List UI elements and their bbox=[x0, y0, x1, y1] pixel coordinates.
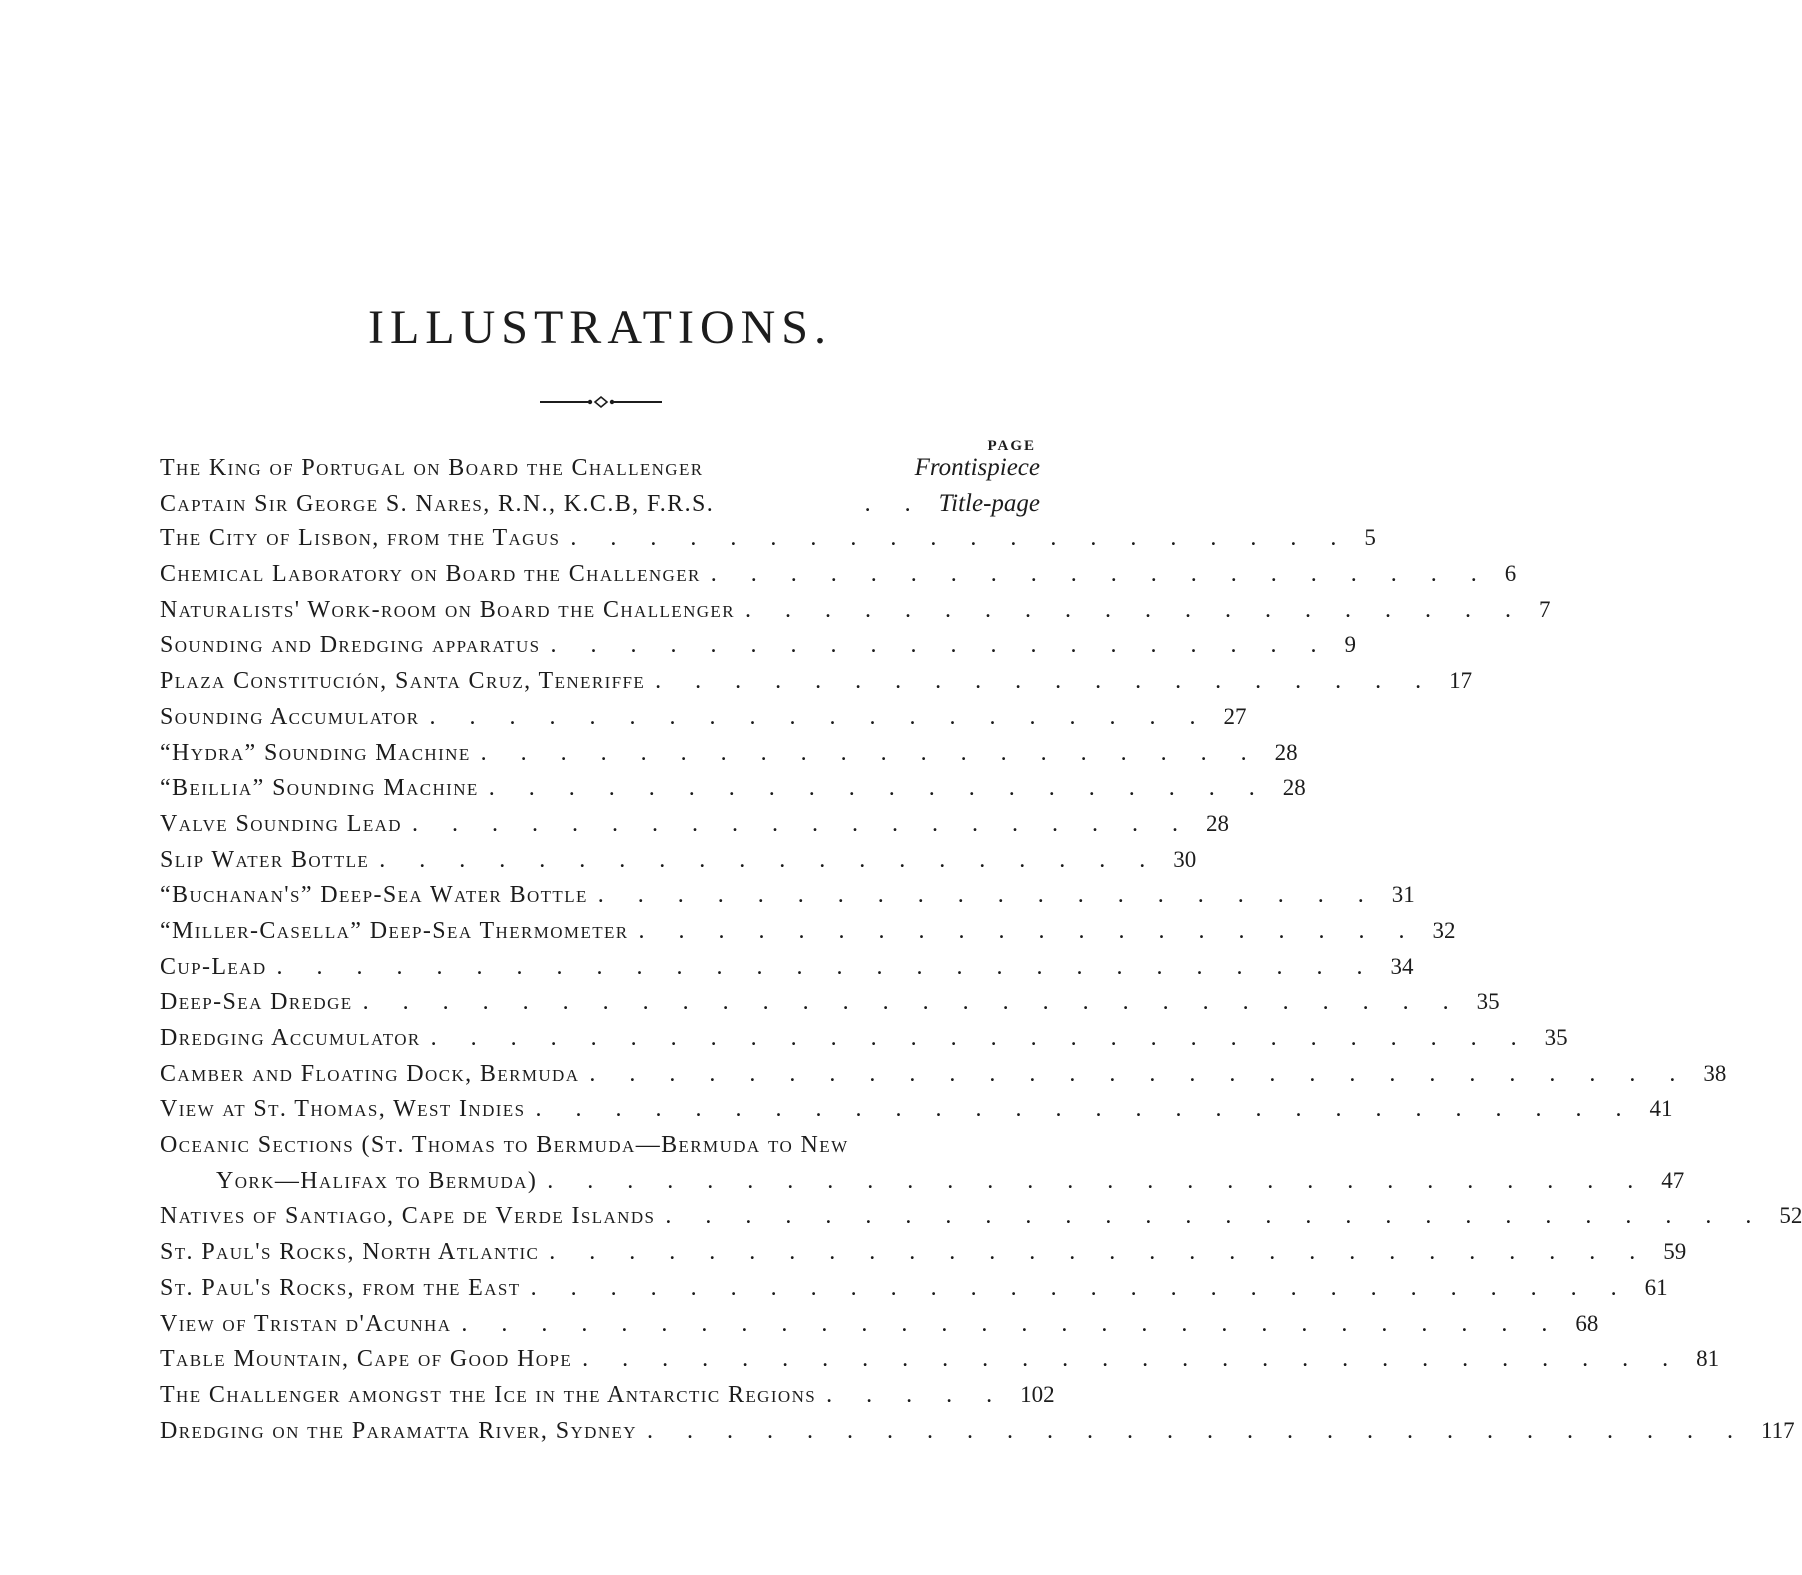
entry-title: Chemical Laboratory on Board the Challenger bbox=[160, 561, 701, 588]
leader-dots: . . . . . . . . . . . . . . . . . . . . . . . . . . . . bbox=[547, 1167, 1648, 1194]
list-item bbox=[160, 632, 1356, 668]
entry-page: 59 bbox=[1663, 1239, 1687, 1265]
entry-title: St. Paul's Rocks, from the East bbox=[160, 1274, 521, 1301]
entry-page: 61 bbox=[1644, 1274, 1668, 1300]
entry-page: 35 bbox=[1476, 989, 1500, 1015]
entry-page: 27 bbox=[1223, 703, 1247, 729]
entry-title: Captain Sir George S. Nares, R.N., K.C.B, F.R.S. bbox=[160, 490, 715, 517]
list-item bbox=[160, 703, 1247, 740]
entry-title: Slip Water Bottle bbox=[160, 846, 370, 873]
illustrations-list bbox=[160, 454, 1802, 1453]
leader-dots: . . . . . . . . . . . . . . . . . . . . . . . . . . . . bbox=[362, 989, 1463, 1016]
entry-page: 32 bbox=[1432, 917, 1456, 943]
entry-title: Naturalists' Work-room on Board the Challenger bbox=[160, 596, 735, 623]
list-item bbox=[160, 525, 1376, 561]
list-item bbox=[160, 1096, 1673, 1132]
leader-dots: . . . . . . . . . . . . . . . . . . . . bbox=[744, 596, 1525, 623]
entry-page: 7 bbox=[1538, 596, 1551, 622]
leader-dots: . . . . . . . . . . . . . . . . . . . . bbox=[597, 882, 1378, 909]
entry-page: 35 bbox=[1544, 1025, 1568, 1050]
leader-dots: . . . . . . . . . . . . . . . . . . . . bbox=[480, 739, 1261, 766]
list-item bbox=[160, 1381, 1055, 1418]
list-item bbox=[160, 596, 1551, 633]
leader-dots: . . . . . . . . . . . . . . . . . . . . . . . . . . . . bbox=[646, 1417, 1747, 1444]
leader-dots: . . . . . . . . . . . . . . . . . . . . bbox=[550, 632, 1331, 659]
entry-page: 28 bbox=[1205, 810, 1229, 836]
entry-title: “Miller-Casella” Deep-Sea Thermometer bbox=[160, 917, 629, 944]
list-item bbox=[160, 561, 1517, 597]
page-title: ILLUSTRATIONS. bbox=[368, 301, 832, 354]
entry-page: Frontispiece bbox=[914, 454, 1040, 481]
entry-title: Dredging Accumulator bbox=[160, 1025, 421, 1051]
entry-title: “Buchanan's” Deep-Sea Water Bottle bbox=[160, 882, 588, 909]
entry-title: The Challenger amongst the Ice in the Antarctic Regions bbox=[160, 1381, 817, 1408]
list-item bbox=[160, 953, 1414, 990]
entry-page: 102 bbox=[1020, 1381, 1055, 1407]
leader-dots: . . . . . . . . . . . . . . . . . . . . . . . . . . . . bbox=[535, 1096, 1636, 1123]
leader-dots: . . . . . . . . . . . . . . . . . . . . . . . . . . . . bbox=[461, 1310, 1562, 1337]
leader-dots: . . . . . . . . . . . . . . . . . . . . bbox=[429, 703, 1210, 730]
entry-title: Dredging on the Paramatta River, Sydney bbox=[160, 1417, 637, 1444]
leader-dots: . . . . . . . . . . . . . . . . . . . . bbox=[655, 668, 1436, 695]
list-item bbox=[160, 1239, 1687, 1275]
entry-title: Oceanic Sections (St. Thomas to Bermuda—Bermuda to New bbox=[160, 1132, 849, 1159]
list-item bbox=[160, 1310, 1599, 1347]
entry-title: Camber and Floating Dock, Bermuda bbox=[160, 1060, 580, 1087]
leader-dots: . . . . . . . . . . . . . . . . . . . . bbox=[710, 561, 1491, 588]
leader-dots: . . . . . . . . . . . . . . . . . . . . . . . . . . . . bbox=[582, 1346, 1683, 1373]
entry-title: View of Tristan d'Acunha bbox=[160, 1310, 452, 1337]
entry-page: 41 bbox=[1649, 1096, 1673, 1122]
entry-title: Plaza Constitución, Santa Cruz, Teneriffe bbox=[160, 668, 646, 695]
entry-page: 117 bbox=[1760, 1417, 1795, 1443]
leader-dots: . . . . . . . . . . . . . . . . . . . . . . . . . . . . bbox=[276, 953, 1377, 980]
entry-page: 5 bbox=[1364, 525, 1376, 551]
entry-page: 47 bbox=[1661, 1167, 1685, 1193]
entry-page: 68 bbox=[1575, 1310, 1599, 1336]
leader-dots: . . . . . . . . . . . . . . . . . . . . . . . . . . . . bbox=[589, 1060, 1690, 1087]
ornament-divider-icon bbox=[540, 395, 662, 409]
entry-title: View at St. Thomas, West Indies bbox=[160, 1096, 526, 1123]
leader-dots: . . . . . . . . . . . . . . . . . . . . bbox=[379, 846, 1160, 873]
leader-dots: . . . . . . . . . . . . . . . . . . . . . . . . . . . . bbox=[430, 1025, 1531, 1051]
list-item bbox=[160, 1417, 1795, 1454]
list-item bbox=[160, 846, 1197, 883]
leader-dots: . . . . . . . . . . . . . . . . . . . . bbox=[570, 525, 1351, 552]
entry-title: Sounding Accumulator bbox=[160, 703, 420, 730]
list-item bbox=[160, 810, 1229, 847]
leader-dots: . . . . . . . . . . . . . . . . . . . . . . . . . . . . bbox=[665, 1203, 1766, 1230]
entry-page: 81 bbox=[1696, 1346, 1720, 1372]
entry-title: Natives of Santiago, Cape de Verde Islands bbox=[160, 1203, 656, 1230]
leader-dots: . . . . . . . . . . . . . . . . . . . . bbox=[488, 775, 1269, 802]
entry-title: Table Mountain, Cape of Good Hope bbox=[160, 1346, 573, 1373]
leader-dots: . . . . . . . . . . . . . . . . . . . . bbox=[411, 810, 1192, 837]
entry-page: 28 bbox=[1282, 775, 1306, 801]
leader-dots: . . . . . . . . . . . . . . . . . . . . . . . . . . . . bbox=[549, 1239, 1650, 1266]
list-item bbox=[160, 1025, 1568, 1061]
entry-title: The King of Portugal on Board the Challenger bbox=[160, 455, 704, 481]
list-item bbox=[160, 1060, 1727, 1097]
list-item bbox=[160, 1132, 1040, 1168]
leader-dots: . . . . . . . . . . . . . . . . . . . . . . . . . . . . bbox=[530, 1274, 1631, 1301]
entry-title: Deep-Sea Dredge bbox=[160, 989, 353, 1016]
entry-page: 6 bbox=[1504, 561, 1517, 587]
list-item bbox=[160, 917, 1456, 954]
leader-dots: . . bbox=[864, 490, 925, 517]
entry-title: “Hydra” Sounding Machine bbox=[160, 739, 471, 766]
entry-title-continuation: York—Halifax to Bermuda) bbox=[216, 1167, 538, 1194]
list-item-continuation bbox=[160, 1167, 1685, 1204]
entry-title: “Beillia” Sounding Machine bbox=[160, 775, 479, 802]
list-item bbox=[160, 882, 1415, 918]
list-item bbox=[160, 989, 1500, 1025]
list-item bbox=[160, 668, 1473, 704]
page-column-header: PAGE bbox=[987, 438, 1036, 454]
list-item bbox=[160, 454, 1040, 490]
list-item bbox=[160, 739, 1298, 776]
entry-page: 52 bbox=[1779, 1203, 1802, 1229]
entry-page: 9 bbox=[1344, 632, 1356, 658]
entry-page: 28 bbox=[1274, 739, 1298, 765]
list-item bbox=[160, 490, 1040, 526]
entry-page: Title-page bbox=[938, 489, 1040, 517]
entry-title: St. Paul's Rocks, North Atlantic bbox=[160, 1239, 540, 1266]
list-item bbox=[160, 1346, 1720, 1382]
list-item bbox=[160, 775, 1306, 811]
entry-page: 34 bbox=[1390, 953, 1414, 979]
entry-page: 31 bbox=[1391, 882, 1415, 908]
entry-title: The City of Lisbon, from the Tagus bbox=[160, 525, 561, 552]
list-item bbox=[160, 1274, 1668, 1311]
entry-title: Sounding and Dredging apparatus bbox=[160, 632, 541, 659]
entry-page: 17 bbox=[1449, 668, 1473, 694]
entry-page: 30 bbox=[1173, 846, 1197, 872]
list-item bbox=[160, 1203, 1802, 1239]
entry-title: Valve Sounding Lead bbox=[160, 810, 402, 837]
leader-dots: . . . . . . . . . . . . . . . . . . . . bbox=[638, 917, 1419, 944]
leader-dots: . . . . . bbox=[826, 1381, 1007, 1408]
entry-page: 38 bbox=[1703, 1060, 1727, 1086]
entry-title: Cup-Lead bbox=[160, 953, 267, 980]
